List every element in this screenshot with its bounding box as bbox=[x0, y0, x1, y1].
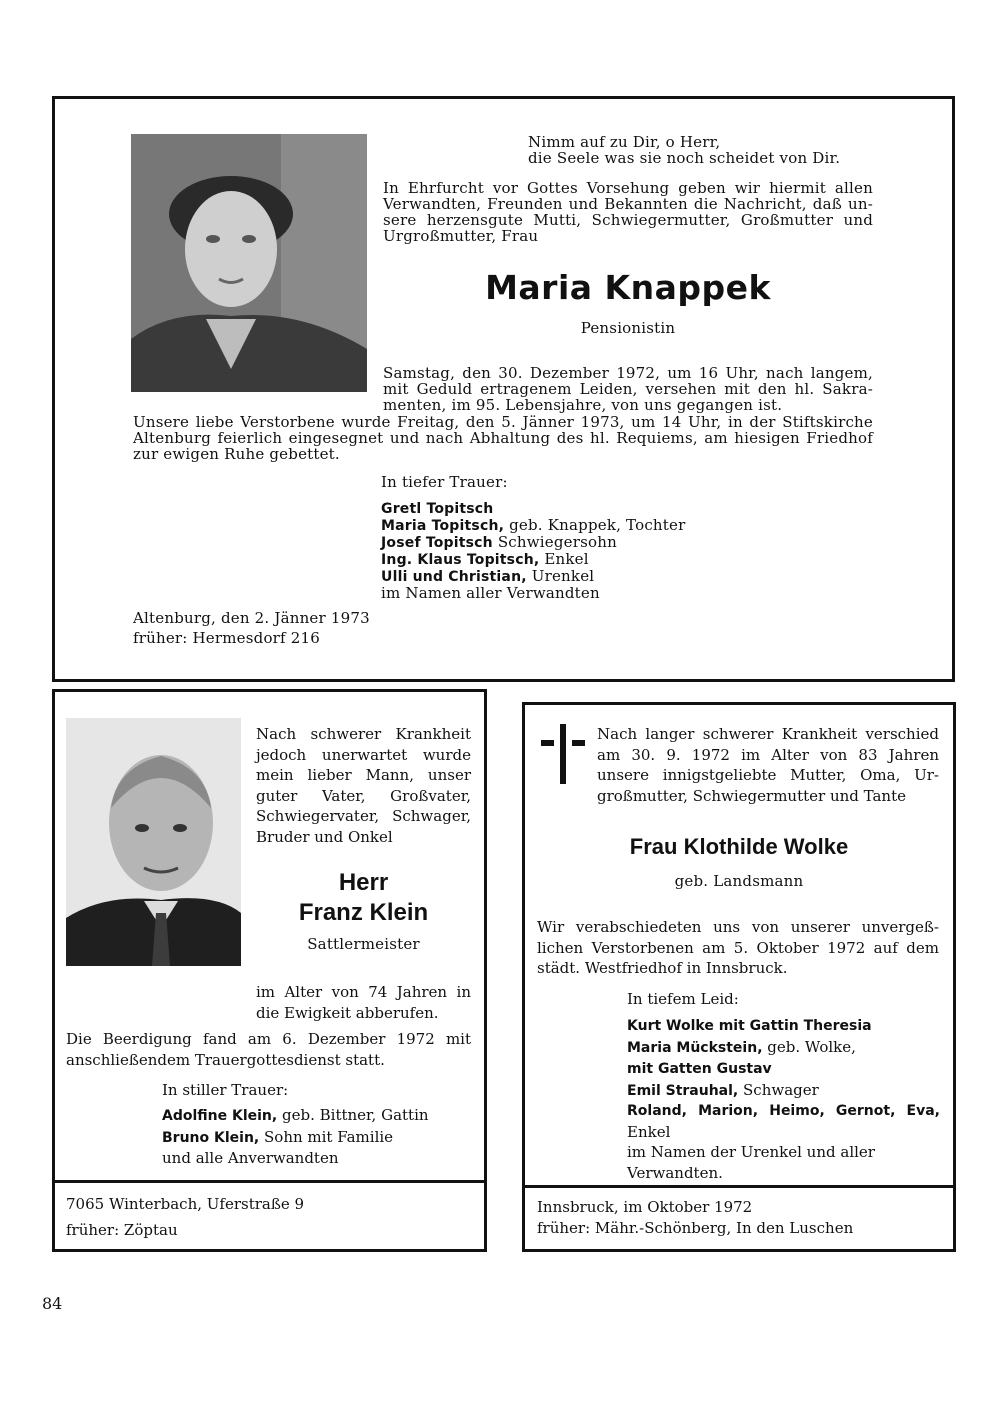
mourner-name: Maria Topitsch, bbox=[381, 518, 505, 534]
intro-line: sere herzensgute Mutti, Schwiegermutter, Großmutter und bbox=[383, 211, 873, 229]
mourner-name: Kurt Wolke mit Gattin Theresia bbox=[627, 1018, 872, 1034]
funeral-line: Die Beerdigung fand am 6. Dezember 1972 mit bbox=[66, 1030, 471, 1048]
intro-line: Urgroßmutter, Frau bbox=[383, 227, 539, 245]
intro-line: jedoch unerwartet wurde bbox=[256, 745, 471, 764]
age-line: im Alter von 74 Jahren in bbox=[256, 983, 471, 1001]
mourner-note: Enkel bbox=[544, 550, 589, 568]
intro-line: großmutter, Schwiegermutter und Tante bbox=[597, 786, 906, 805]
intro-line: guter Vater, Großvater, bbox=[256, 786, 471, 805]
cross-icon bbox=[541, 724, 587, 784]
grandchildren-label: Enkel bbox=[627, 1122, 671, 1141]
mourner bbox=[381, 500, 685, 517]
wolke-maiden: geb. Landsmann bbox=[674, 872, 804, 890]
deceased-title: Pensionistin bbox=[580, 319, 676, 337]
place-date-line: Innsbruck, im Oktober 1972 bbox=[537, 1198, 753, 1216]
mourner bbox=[162, 1105, 429, 1127]
wolke-place-date bbox=[537, 1197, 853, 1238]
mourner-name: Bruno Klein, bbox=[162, 1129, 260, 1146]
mourner bbox=[162, 1127, 429, 1149]
page-number: 84 bbox=[42, 1294, 63, 1313]
wolke-intro bbox=[597, 724, 939, 806]
deceased-name: Maria Knappek bbox=[485, 268, 771, 307]
mourner-note: Schwiegersohn bbox=[497, 533, 617, 551]
portrait-woman-icon bbox=[131, 134, 367, 392]
intro-line: In Ehrfurcht vor Gottes Vorsehung geben wir hiermit allen bbox=[383, 179, 873, 197]
mourner-note: Sohn mit Familie bbox=[264, 1127, 394, 1146]
wolke-name: Frau Klothilde Wolke bbox=[629, 834, 849, 859]
klein-age bbox=[256, 982, 471, 1023]
funeral-line: anschließendem Trauergottesdienst statt. bbox=[66, 1050, 385, 1069]
mourner-note: Urenkel bbox=[531, 567, 595, 585]
death-line: Samstag, den 30. Dezember 1972, um 16 Uhr, nach langem, bbox=[383, 364, 873, 382]
intro-line: Bruder und Onkel bbox=[256, 827, 393, 846]
mourner bbox=[627, 1015, 940, 1037]
farewell-line: Wir verabschiedeten uns von unserer unvergeß- bbox=[537, 918, 939, 936]
divider-line bbox=[522, 1185, 956, 1188]
divider-line bbox=[52, 1180, 487, 1183]
intro-line: Schwiegervater, Schwager, bbox=[256, 807, 471, 825]
death-line: menten, im 95. Lebensjahre, von uns gegangen ist. bbox=[383, 396, 783, 414]
relatives-line: und alle Anverwandten bbox=[162, 1149, 339, 1167]
relatives-line: Verwandten. bbox=[627, 1163, 723, 1182]
portrait-man-icon bbox=[66, 718, 241, 966]
relatives-line: im Namen aller Verwandten bbox=[381, 584, 600, 602]
mourner bbox=[627, 1080, 940, 1102]
verse bbox=[528, 134, 840, 166]
mourner-name: Emil Strauhal, bbox=[627, 1082, 739, 1099]
place-date bbox=[133, 610, 370, 646]
mourner-name: Gretl Topitsch bbox=[381, 501, 494, 517]
mourner-name: mit Gatten Gustav bbox=[627, 1061, 772, 1077]
mourner-note: geb. Bittner, Gattin bbox=[282, 1106, 429, 1124]
age-line: die Ewigkeit abberufen. bbox=[256, 1003, 439, 1022]
klein-mourners bbox=[162, 1105, 429, 1169]
mourner bbox=[381, 517, 685, 534]
mourner-name: Adolfine Klein, bbox=[162, 1108, 278, 1124]
funeral-text bbox=[133, 414, 873, 462]
klein-intro bbox=[256, 724, 471, 847]
mourner-name: Ulli und Christian, bbox=[381, 569, 527, 585]
mourning-label: In tiefer Trauer: bbox=[381, 473, 508, 491]
intro-line: Nach langer schwerer Krankheit verschied bbox=[597, 725, 939, 743]
mourner bbox=[627, 1037, 940, 1059]
intro-line: mein lieber Mann, unser bbox=[256, 766, 471, 784]
grandchildren-line: Roland, Marion, Heimo, Gernot, Eva, bbox=[627, 1103, 940, 1119]
farewell-line: lichen Verstorbenen am 5. Oktober 1972 auf dem bbox=[537, 938, 939, 957]
intro-line: Nach schwerer Krankheit bbox=[256, 725, 471, 743]
intro-text bbox=[383, 180, 873, 244]
former-address: früher: Zöptau bbox=[66, 1220, 178, 1239]
mourner-note: geb. Knappek, Tochter bbox=[509, 516, 686, 534]
former-address: früher: Hermesdorf 216 bbox=[133, 629, 320, 647]
klein-address bbox=[66, 1194, 304, 1240]
klein-mourning-label: In stiller Trauer: bbox=[162, 1081, 289, 1099]
portrait-photo-maria-knappek bbox=[131, 134, 367, 392]
wolke-farewell bbox=[537, 917, 939, 979]
wolke-mourners bbox=[627, 1015, 940, 1183]
mourner-name: Ing. Klaus Topitsch, bbox=[381, 552, 540, 568]
funeral-line: zur ewigen Ruhe gebettet. bbox=[133, 445, 340, 463]
verse-line: Nimm auf zu Dir, o Herr, bbox=[528, 133, 721, 151]
intro-line: unsere innigstgeliebte Mutter, Oma, Ur- bbox=[597, 766, 939, 784]
funeral-line: Unsere liebe Verstorbene wurde Freitag, den 5. Jänner 1973, um 14 Uhr, in der Stiftskirche bbox=[133, 413, 873, 431]
mourner bbox=[381, 568, 685, 585]
address-line: 7065 Winterbach, Uferstraße 9 bbox=[66, 1195, 305, 1213]
verse-line: die Seele was sie noch scheidet von Dir. bbox=[528, 149, 841, 167]
salutation: Herr bbox=[338, 869, 389, 896]
former-address: früher: Mähr.-Schönberg, In den Luschen bbox=[537, 1218, 854, 1237]
portrait-photo-franz-klein bbox=[66, 718, 241, 966]
mourners-list bbox=[381, 500, 685, 601]
death-line: mit Geduld ertragenem Leiden, versehen mit den hl. Sakra- bbox=[383, 380, 873, 398]
funeral-line: Altenburg feierlich eingesegnet und nach Abhaltung des hl. Requiems, am hiesigen Friedhof bbox=[133, 429, 873, 447]
mourner-name: Josef Topitsch bbox=[381, 535, 493, 551]
mourner-note: geb. Wolke, bbox=[767, 1037, 856, 1056]
mourner-note: Schwager bbox=[743, 1080, 819, 1099]
death-text bbox=[383, 365, 873, 413]
wolke-mourning-label: In tiefem Leid: bbox=[627, 990, 739, 1008]
deceased-name: Franz Klein bbox=[298, 899, 429, 926]
mourner bbox=[381, 534, 685, 551]
mourner-name: Maria Mückstein, bbox=[627, 1039, 763, 1056]
klein-title: Sattlermeister bbox=[307, 935, 420, 953]
intro-line: am 30. 9. 1972 im Alter von 83 Jahren bbox=[597, 745, 939, 764]
mourner bbox=[381, 551, 685, 568]
intro-line: Verwandten, Freunden und Bekannten die Nachricht, daß un- bbox=[383, 195, 873, 213]
place-date-line: Altenburg, den 2. Jänner 1973 bbox=[133, 609, 370, 627]
mourner bbox=[627, 1058, 940, 1080]
relatives-line: im Namen der Urenkel und aller bbox=[627, 1143, 875, 1161]
klein-name-block bbox=[256, 868, 471, 928]
klein-funeral bbox=[66, 1029, 471, 1070]
farewell-line: städt. Westfriedhof in Innsbruck. bbox=[537, 959, 788, 977]
